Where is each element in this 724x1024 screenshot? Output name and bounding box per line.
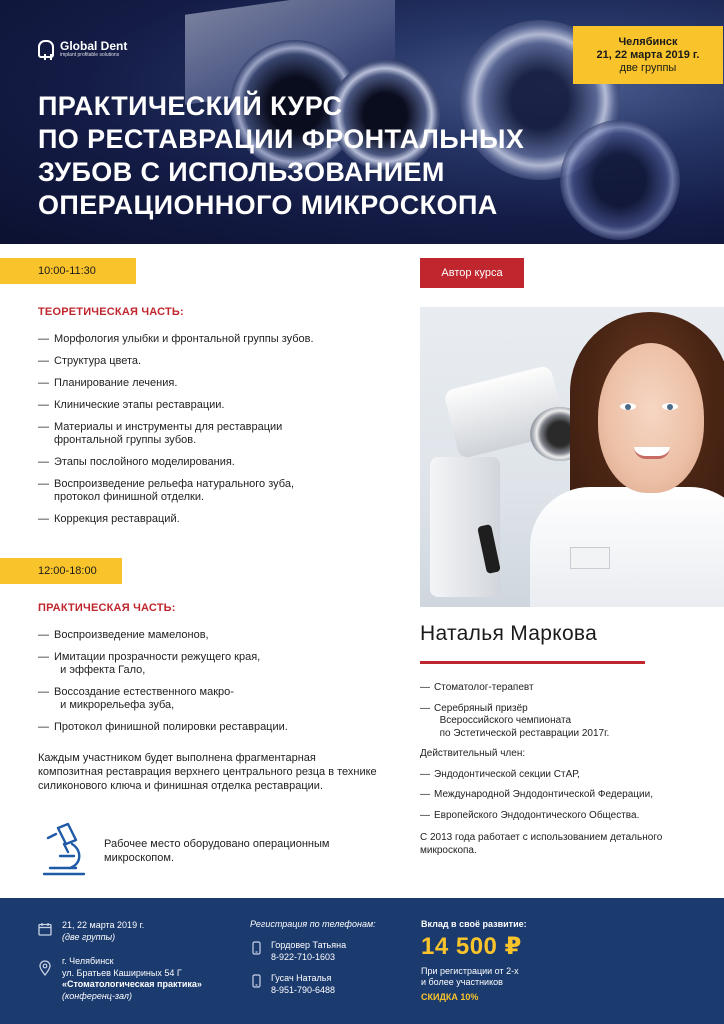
list-item: — Коррекция реставраций. xyxy=(38,513,180,525)
bio-text: Европейского Эндодонтического Общества. xyxy=(434,809,640,821)
course-title-line: ПО РЕСТАВРАЦИИ ФРОНТАЛЬНЫХ xyxy=(38,124,525,154)
list-item-text: Воспроизведение мамелонов, xyxy=(54,629,209,641)
photo-eye xyxy=(620,403,636,410)
course-title-line: ЗУБОВ С ИСПОЛЬЗОВАНИЕМ xyxy=(38,157,445,187)
bio-text: Всероссийского чемпионата xyxy=(439,715,572,726)
course-title-line: ОПЕРАЦИОННОГО МИКРОСКОПА xyxy=(38,190,498,220)
list-item: — Европейского Эндодонтического Общества. xyxy=(420,809,640,821)
theory-title: ТЕОРЕТИЧЕСКАЯ ЧАСТЬ: xyxy=(38,306,184,318)
footer-date-text: 21, 22 марта 2019 г. xyxy=(62,920,145,930)
contact-name: Гордовер Татьяна xyxy=(271,940,347,950)
list-item-text: Структура цвета. xyxy=(54,355,142,367)
list-item: — Воссоздание естественного макро- и микрорельефа зуба, xyxy=(38,686,234,711)
list-item-text: протокол финишной отделки. xyxy=(54,491,205,503)
theory-time-tag: 10:00-11:30 xyxy=(0,258,136,284)
list-item-text: Протокол финишной полировки реставрации. xyxy=(54,721,288,733)
list-item: — Международной Эндодонтической Федерации, xyxy=(420,789,653,800)
address-place: «Стоматологическая практика» xyxy=(62,979,202,989)
list-item-text: Этапы послойного моделирования. xyxy=(54,456,235,468)
list-item-text: фронтальной группы зубов. xyxy=(54,434,197,446)
list-item-text: Клинические этапы реставрации. xyxy=(54,399,225,411)
microscope-note: Рабочее место оборудовано операционным микроскопом. xyxy=(104,838,330,864)
price-note-line: и более участников xyxy=(421,977,503,987)
practice-title: ПРАКТИЧЕСКАЯ ЧАСТЬ: xyxy=(38,602,176,614)
divider xyxy=(420,661,645,664)
list-item: — Материалы и инструменты для реставрации фронтальной группы зубов. xyxy=(38,421,283,446)
contact-name: Гусач Наталья xyxy=(271,973,332,983)
address-city: г. Челябинск xyxy=(62,956,114,966)
list-item: — Этапы послойного моделирования. xyxy=(38,456,235,468)
discount: СКИДКА 10% xyxy=(421,992,479,1002)
logo-tagline: implant profitable solutions xyxy=(60,52,120,58)
list-item-text: и эффекта Гало, xyxy=(60,664,146,676)
bio-text: по Эстетической реставрации 2017г. xyxy=(439,727,610,739)
practice-list xyxy=(38,629,398,743)
list-item: — Эндодонтической секции СтАР, xyxy=(420,768,580,780)
list-item-text: Планирование лечения. xyxy=(54,377,178,389)
author-since: С 2013 года работает с использованием детального микроскопа. xyxy=(420,832,663,856)
list-item-text: и микрорельефа зуба, xyxy=(60,699,175,711)
course-title-line: ПРАКТИЧЕСКИЙ КУРС xyxy=(38,91,343,121)
price-note xyxy=(421,966,519,988)
price: 14 500 ₽ xyxy=(421,933,522,960)
list-item-text: Морфология улыбки и фронтальной группы зубов. xyxy=(54,333,314,345)
price-note-line: При регистрации от 2-х xyxy=(421,966,519,976)
registration-title: Регистрация по телефонам: xyxy=(250,919,376,929)
logo-name: Global Dent xyxy=(60,39,128,53)
event-dates: 21, 22 марта 2019 г. xyxy=(596,49,700,61)
photo-name-badge xyxy=(570,547,610,569)
practice-paragraph: Каждым участником будет выполнена фрагментарная композитная реставрация верхнего центрального резца в технике силиконового ключа и финишная отделка реставрации. xyxy=(38,752,377,792)
list-item: — Воспроизведение рельефа натурального зуба, протокол финишной отделки. xyxy=(38,478,294,503)
location-pin-icon xyxy=(39,960,51,976)
bio-text: Стоматолог-терапевт xyxy=(434,682,534,693)
photo-face xyxy=(598,343,704,493)
list-item-text: Воссоздание естественного макро- xyxy=(54,686,234,698)
bio-text: Эндодонтической секции СтАР, xyxy=(434,768,580,780)
list-item: — Имитации прозрачности режущего края, и эффекта Гало, xyxy=(38,651,261,676)
phone-icon xyxy=(250,941,263,955)
practice-time-tag: 12:00-18:00 xyxy=(0,558,122,584)
photo-eye xyxy=(662,403,678,410)
author-name: Наталья Маркова xyxy=(420,622,598,645)
contact-phone[interactable]: 8-922-710-1603 xyxy=(271,952,336,962)
author-bio xyxy=(420,682,710,857)
list-item: — Серебряный призёр Всероссийского чемпионата по Эстетической реставрации 2017г. xyxy=(420,702,610,739)
phone-icon xyxy=(250,974,263,988)
list-item: — Воспроизведение мамелонов, xyxy=(38,629,209,641)
tooth-logo-icon xyxy=(38,40,54,58)
city-date-box xyxy=(573,26,723,84)
course-title xyxy=(38,90,618,222)
list-item: — Стоматолог-терапевт xyxy=(420,682,534,693)
photo-coat xyxy=(530,487,724,607)
theory-list xyxy=(38,333,398,535)
list-item: — Планирование лечения. xyxy=(38,377,178,389)
bio-text: Международной Эндодонтической Федерации, xyxy=(434,789,653,800)
member-title: Действительный член: xyxy=(420,748,526,759)
contact-phone[interactable]: 8-951-790-6488 xyxy=(271,985,336,995)
list-item: — Структура цвета. xyxy=(38,355,142,367)
contact xyxy=(271,972,335,996)
contact xyxy=(271,939,346,963)
footer-address xyxy=(62,956,202,1002)
brand-logo xyxy=(38,40,127,58)
list-item: — Морфология улыбки и фронтальной группы зубов. xyxy=(38,333,314,345)
list-item-text: Материалы и инструменты для реставрации xyxy=(54,421,283,433)
calendar-icon xyxy=(38,922,52,936)
bio-text: Серебряный призёр xyxy=(434,702,528,714)
author-tag: Автор курса xyxy=(420,258,524,288)
list-item: — Протокол финишной полировки реставрации. xyxy=(38,721,288,733)
author-photo xyxy=(420,307,724,607)
footer xyxy=(0,898,724,1024)
price-title: Вклад в своё развитие: xyxy=(421,919,527,929)
list-item-text: Коррекция реставраций. xyxy=(54,513,180,525)
footer-date xyxy=(62,919,144,943)
address-room: (конференц-зал) xyxy=(62,990,132,1001)
list-item-text: Имитации прозрачности режущего края, xyxy=(54,651,261,663)
event-groups: две группы xyxy=(619,62,677,74)
microscope-icon xyxy=(40,822,88,878)
event-city: Челябинск xyxy=(618,36,678,48)
address-street: ул. Братьев Кашириных 54 Г xyxy=(62,967,182,978)
footer-date-sub: (две группы) xyxy=(62,932,116,942)
list-item-text: Воспроизведение рельефа натурального зуба, xyxy=(54,478,294,490)
list-item: — Клинические этапы реставрации. xyxy=(38,399,225,411)
